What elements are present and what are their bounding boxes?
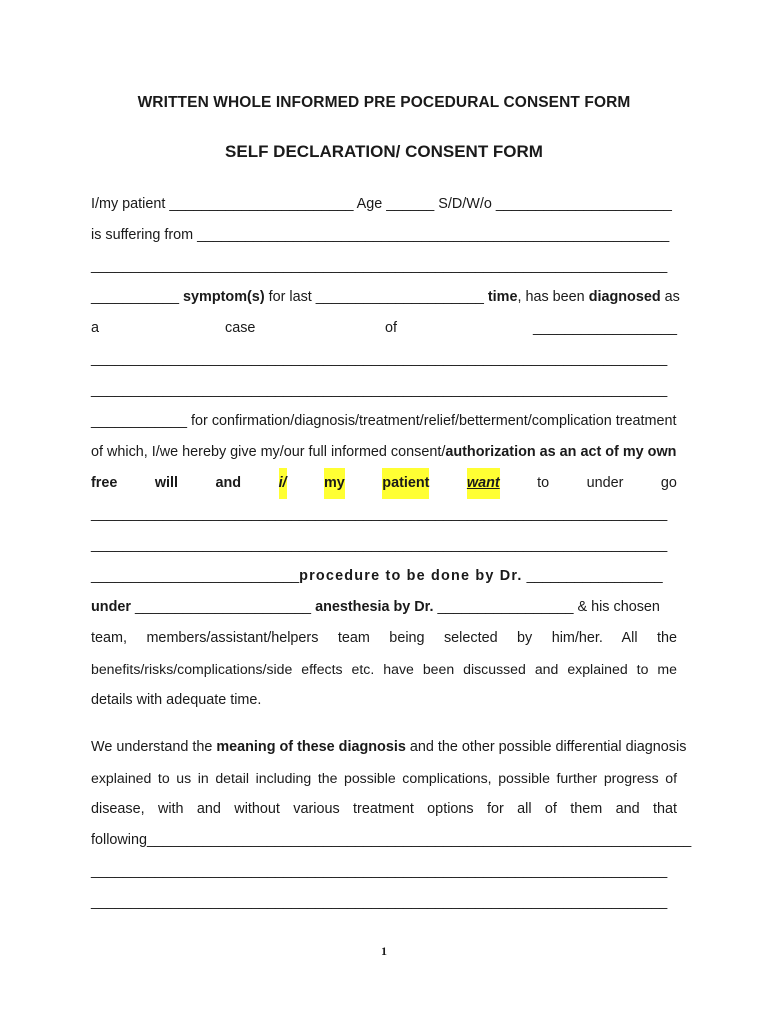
blank-line: ________________________________________________________________________: [91, 382, 668, 398]
details-line: details with adequate time.: [91, 692, 262, 708]
procedure-label: procedure to be done by Dr.: [299, 568, 523, 584]
suffering-line: is suffering from ___________________________________________________________: [91, 227, 670, 243]
explained-line: explained to us in detail including the possible complications, possible further progress of: [91, 770, 677, 786]
blank-line: ________________________________________________________________________: [91, 894, 668, 910]
confirmation-line: ____________ for confirmation/diagnosis/treatment/relief/betterment/complication treatment: [91, 413, 677, 429]
disease-line: disease, with and without various treatment options for all of them and that: [91, 801, 677, 817]
blank-line: ________________________________________________________________________: [91, 351, 668, 367]
team-line: team, members/assistant/helpers team being selected by him/her. All the: [91, 630, 677, 646]
free-will-line: free will and i/ my patient want to under go: [91, 468, 677, 499]
form-title: WRITTEN WHOLE INFORMED PRE POCEDURAL CONSENT FORM: [137, 94, 631, 111]
meaning-label: meaning of these diagnosis: [216, 739, 406, 755]
case-of-line: a case of __________________: [91, 320, 677, 336]
anesthesia-label: anesthesia by Dr.: [315, 599, 434, 615]
blank-line: ________________________________________________________________________: [91, 506, 668, 522]
blank-line: ________________________________________________________________________: [91, 863, 668, 879]
highlight-i: i/: [279, 468, 287, 499]
time-label: time: [487, 289, 518, 305]
highlight-my: my: [324, 468, 345, 499]
highlight-want: want: [467, 468, 500, 499]
under-label: under: [91, 599, 131, 615]
diagnosed-label: diagnosed: [588, 289, 661, 305]
patient-age-line: I/my patient _______________________ Age ______ S/D/W/o ______________________: [91, 196, 672, 212]
anesthesia-line: under ______________________ anesthesia by Dr. _________________ & his chosen: [91, 592, 677, 623]
symptoms-line: ___________ symptom(s) for last _____________________ time , has been diagnosed as: [91, 282, 677, 313]
symptoms-label: symptom(s): [183, 289, 265, 305]
form-subtitle: SELF DECLARATION/ CONSENT FORM: [225, 142, 543, 161]
page-number: 1: [381, 944, 387, 958]
blank-line: ________________________________________________________________________: [91, 537, 668, 553]
procedure-line: __________________________ procedure to be done by Dr. _________________: [91, 561, 677, 592]
authorization-text: authorization as an act of my own: [445, 444, 677, 460]
blank-line: ________________________________________________________________________: [91, 258, 668, 274]
understand-line: We understand the meaning of these diagnosis and the other possible differential diagnosis: [91, 732, 677, 763]
benefits-line: benefits/risks/complications/side effects etc. have been discussed and explained to me: [91, 661, 677, 677]
following-line: following____________________________________________________________________: [91, 832, 692, 848]
form-body: [91, 189, 692, 918]
consent-line: of which, I/we hereby give my/our full informed consent/ authorization as an act of my own: [91, 437, 677, 468]
highlight-patient: patient: [382, 468, 429, 499]
